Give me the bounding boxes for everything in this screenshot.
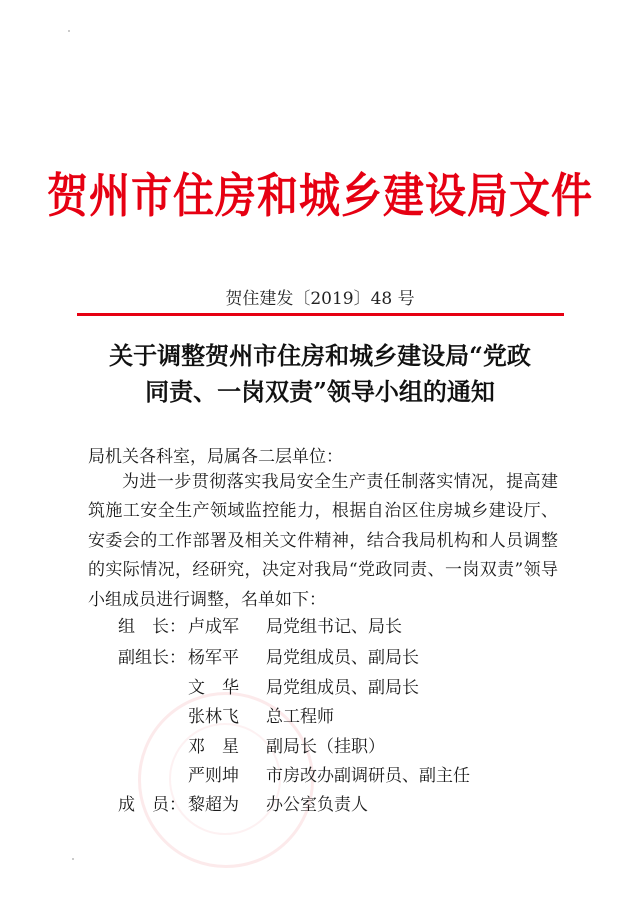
body-paragraph: 为进一步贯彻落实我局安全生产责任制落实情况，提高建筑施工安全生产领域监控能力，根据自治区住房城乡建设厅、安委会的工作部署及相关文件精神，结合我局机构和人员调整的实际情况，经研究，决定对我局“党政同责、一岗双责”领导小组成员进行调整，名单如下： — [88, 472, 558, 610]
member-post: 市房改办副调研员、副主任 — [266, 766, 470, 786]
member-role: 组 长： — [118, 617, 186, 637]
notice-title-line-1: 关于调整贺州市住房和城乡建设局“党政 — [109, 341, 531, 370]
notice-title-line-2: 同责、一岗双责”领导小组的通知 — [145, 377, 495, 406]
member-post: 副局长（挂职） — [266, 737, 385, 757]
scan-speck — [68, 30, 70, 32]
scan-speck — [72, 858, 74, 860]
member-name: 张林飞 — [188, 707, 239, 727]
member-name: 卢成军 — [188, 617, 239, 637]
addressee-line: 局机关各科室，局属各二层单位： — [88, 447, 343, 467]
member-role: 成 员： — [118, 795, 186, 815]
member-name: 杨军平 — [188, 648, 239, 668]
member-post: 总工程师 — [266, 707, 334, 727]
member-name: 邓 星 — [188, 737, 239, 757]
member-name: 严则坤 — [188, 766, 239, 786]
member-post: 局党组成员、副局长 — [266, 678, 419, 698]
member-post: 局党组书记、局长 — [266, 617, 402, 637]
member-name: 文 华 — [188, 678, 239, 698]
notice-title — [70, 338, 570, 410]
member-post: 局党组成员、副局长 — [266, 648, 419, 668]
member-name: 黎超为 — [188, 795, 239, 815]
member-post: 办公室负责人 — [266, 795, 368, 815]
issuer-header-title: 贺州市住房和城乡建设局文件 — [47, 168, 593, 224]
member-role: 副组长： — [118, 648, 186, 668]
red-separator-line — [77, 313, 564, 316]
document-number: 贺住建发〔2019〕48 号 — [225, 289, 415, 309]
